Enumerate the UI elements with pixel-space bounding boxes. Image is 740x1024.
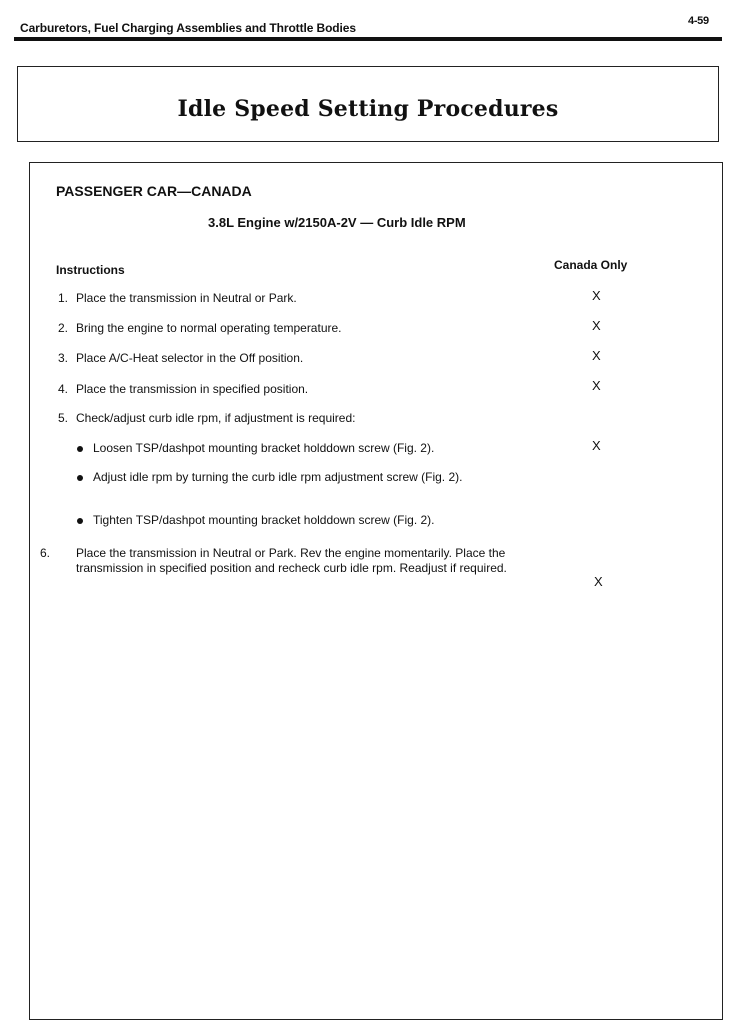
step-text: Place the transmission in Neutral or Park. Rev the engine momentarily. Place the transmission in specified position and recheck curb idle rpm. Readjust if required. [76, 546, 507, 575]
bullet-icon [77, 475, 83, 481]
step-number: 5. [58, 411, 69, 425]
substep-text: Loosen TSP/dashpot mounting bracket holddown screw (Fig. 2). [93, 441, 435, 455]
step-2 [58, 321, 518, 336]
section-title: PASSENGER CAR—CANADA [56, 183, 252, 199]
substep-loosen [78, 441, 508, 456]
page-number: 4-59 [688, 15, 709, 27]
step-4 [58, 382, 518, 397]
step-text: Bring the engine to normal operating temperature. [76, 321, 342, 335]
step-6-canada-mark: X [594, 574, 603, 589]
step-4-canada-mark: X [592, 378, 601, 393]
step-number: 4. [58, 382, 69, 396]
step-number: 6. [40, 546, 51, 560]
substep-tighten [78, 513, 508, 528]
canada-only-column-header: Canada Only [554, 258, 628, 272]
step-3-canada-mark: X [592, 348, 601, 363]
step-text: Place A/C-Heat selector in the Off position. [76, 351, 304, 365]
substep-adjust [78, 470, 498, 485]
step-2-canada-mark: X [592, 318, 601, 333]
procedure-subtitle: 3.8L Engine w/2150A-2V — Curb Idle RPM [208, 215, 466, 230]
substep-text: Adjust idle rpm by turning the curb idle rpm adjustment screw (Fig. 2). [93, 470, 463, 484]
step-1 [58, 291, 518, 306]
instructions-column-header: Instructions [56, 263, 125, 277]
substep-text: Tighten TSP/dashpot mounting bracket holddown screw (Fig. 2). [93, 513, 435, 527]
step-6 [40, 546, 513, 576]
step-text: Place the transmission in Neutral or Park. [76, 291, 297, 305]
step-3 [58, 351, 518, 366]
substep-loosen-canada-mark: X [592, 438, 601, 453]
bullet-icon [77, 518, 83, 524]
step-5 [58, 411, 518, 426]
page-title: Idle Speed Setting Procedures [177, 96, 559, 122]
bullet-icon [77, 446, 83, 452]
step-text: Check/adjust curb idle rpm, if adjustment is required: [76, 411, 356, 425]
step-number: 3. [58, 351, 69, 365]
step-number: 2. [58, 321, 69, 335]
step-number: 1. [58, 291, 69, 305]
step-1-canada-mark: X [592, 288, 601, 303]
running-header-title: Carburetors, Fuel Charging Assemblies and Throttle Bodies [20, 21, 356, 35]
header-rule [14, 37, 722, 41]
step-text: Place the transmission in specified position. [76, 382, 309, 396]
title-box [17, 66, 719, 142]
